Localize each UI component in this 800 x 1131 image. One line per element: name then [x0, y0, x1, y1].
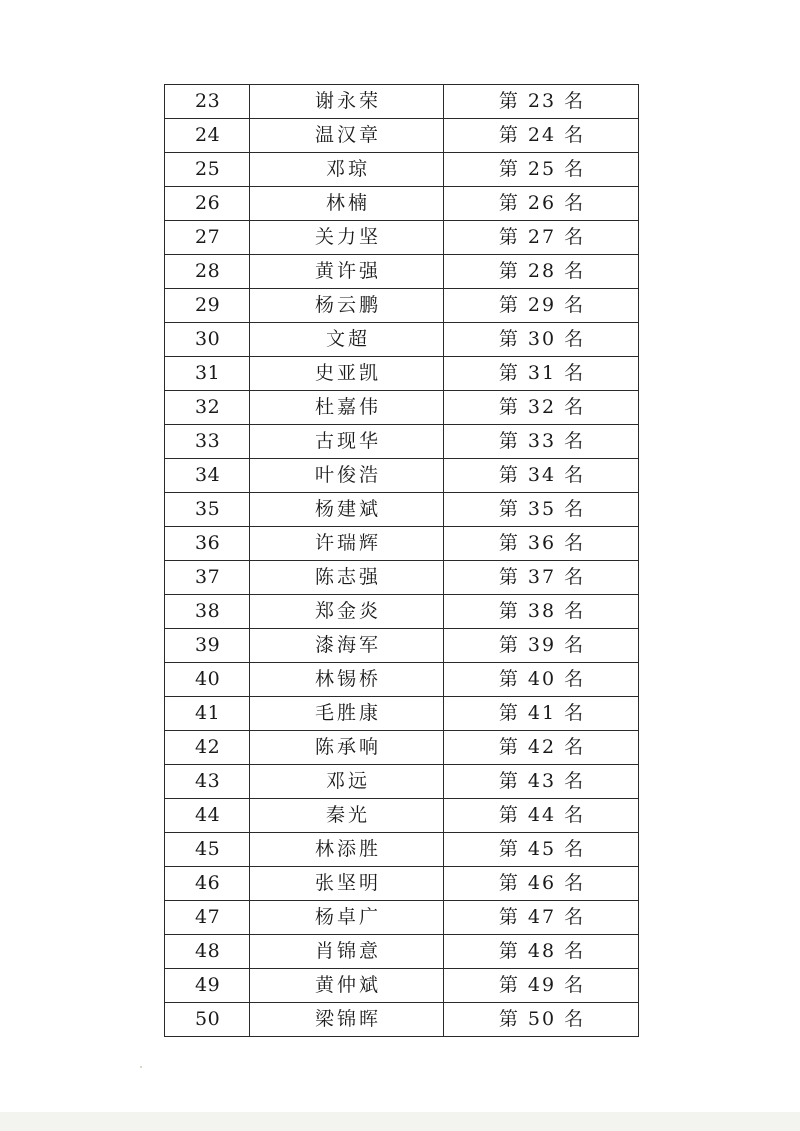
- table-row: [165, 221, 639, 255]
- name-cell: 林锡桥: [250, 663, 444, 697]
- table-row: [165, 901, 639, 935]
- rank-cell: 第 48 名: [444, 935, 639, 969]
- name-cell: 郑金炎: [250, 595, 444, 629]
- name-cell: 谢永荣: [250, 85, 444, 119]
- table-row: [165, 391, 639, 425]
- table-row: [165, 527, 639, 561]
- serial-number-cell: 44: [165, 799, 250, 833]
- rank-cell: 第 26 名: [444, 187, 639, 221]
- table-row: [165, 425, 639, 459]
- serial-number-cell: 41: [165, 697, 250, 731]
- scan-speck: [140, 1066, 142, 1068]
- rank-cell: 第 37 名: [444, 561, 639, 595]
- rank-cell: 第 33 名: [444, 425, 639, 459]
- rank-cell: 第 38 名: [444, 595, 639, 629]
- name-cell: 邓琼: [250, 153, 444, 187]
- serial-number-cell: 48: [165, 935, 250, 969]
- table-row: [165, 187, 639, 221]
- table-row: [165, 595, 639, 629]
- rank-cell: 第 31 名: [444, 357, 639, 391]
- rank-cell: 第 27 名: [444, 221, 639, 255]
- name-cell: 林添胜: [250, 833, 444, 867]
- table-row: [165, 153, 639, 187]
- serial-number-cell: 42: [165, 731, 250, 765]
- name-cell: 古现华: [250, 425, 444, 459]
- serial-number-cell: 35: [165, 493, 250, 527]
- table-row: [165, 1003, 639, 1037]
- serial-number-cell: 31: [165, 357, 250, 391]
- name-cell: 漆海军: [250, 629, 444, 663]
- name-cell: 杜嘉伟: [250, 391, 444, 425]
- table-row: [165, 493, 639, 527]
- rank-cell: 第 25 名: [444, 153, 639, 187]
- table-row: [165, 255, 639, 289]
- table-row: [165, 969, 639, 1003]
- serial-number-cell: 28: [165, 255, 250, 289]
- name-cell: 张坚明: [250, 867, 444, 901]
- table-row: [165, 663, 639, 697]
- serial-number-cell: 26: [165, 187, 250, 221]
- rank-cell: 第 41 名: [444, 697, 639, 731]
- rank-cell: 第 23 名: [444, 85, 639, 119]
- name-cell: 秦光: [250, 799, 444, 833]
- serial-number-cell: 34: [165, 459, 250, 493]
- table-row: [165, 629, 639, 663]
- ranking-table-body: [165, 85, 639, 1037]
- table-row: [165, 323, 639, 357]
- serial-number-cell: 33: [165, 425, 250, 459]
- rank-cell: 第 39 名: [444, 629, 639, 663]
- rank-cell: 第 29 名: [444, 289, 639, 323]
- serial-number-cell: 36: [165, 527, 250, 561]
- rank-cell: 第 35 名: [444, 493, 639, 527]
- table-row: [165, 561, 639, 595]
- name-cell: 杨卓广: [250, 901, 444, 935]
- name-cell: 关力坚: [250, 221, 444, 255]
- name-cell: 杨云鹏: [250, 289, 444, 323]
- name-cell: 史亚凯: [250, 357, 444, 391]
- name-cell: 黄仲斌: [250, 969, 444, 1003]
- table-row: [165, 731, 639, 765]
- rank-cell: 第 32 名: [444, 391, 639, 425]
- rank-cell: 第 36 名: [444, 527, 639, 561]
- serial-number-cell: 49: [165, 969, 250, 1003]
- scan-bottom-edge: [0, 1112, 800, 1131]
- table-row: [165, 85, 639, 119]
- serial-number-cell: 46: [165, 867, 250, 901]
- serial-number-cell: 23: [165, 85, 250, 119]
- name-cell: 温汉章: [250, 119, 444, 153]
- name-cell: 黄许强: [250, 255, 444, 289]
- rank-cell: 第 40 名: [444, 663, 639, 697]
- name-cell: 文超: [250, 323, 444, 357]
- serial-number-cell: 38: [165, 595, 250, 629]
- table-row: [165, 357, 639, 391]
- serial-number-cell: 47: [165, 901, 250, 935]
- name-cell: 梁锦晖: [250, 1003, 444, 1037]
- serial-number-cell: 39: [165, 629, 250, 663]
- rank-cell: 第 45 名: [444, 833, 639, 867]
- table-row: [165, 765, 639, 799]
- table-row: [165, 935, 639, 969]
- rank-cell: 第 28 名: [444, 255, 639, 289]
- serial-number-cell: 24: [165, 119, 250, 153]
- rank-cell: 第 24 名: [444, 119, 639, 153]
- rank-cell: 第 44 名: [444, 799, 639, 833]
- name-cell: 许瑞辉: [250, 527, 444, 561]
- rank-cell: 第 42 名: [444, 731, 639, 765]
- ranking-table: [164, 84, 639, 1037]
- rank-cell: 第 46 名: [444, 867, 639, 901]
- rank-cell: 第 43 名: [444, 765, 639, 799]
- serial-number-cell: 50: [165, 1003, 250, 1037]
- table-row: [165, 833, 639, 867]
- name-cell: 杨建斌: [250, 493, 444, 527]
- serial-number-cell: 37: [165, 561, 250, 595]
- name-cell: 陈志强: [250, 561, 444, 595]
- rank-cell: 第 30 名: [444, 323, 639, 357]
- table-row: [165, 289, 639, 323]
- serial-number-cell: 40: [165, 663, 250, 697]
- name-cell: 林楠: [250, 187, 444, 221]
- rank-cell: 第 34 名: [444, 459, 639, 493]
- rank-cell: 第 50 名: [444, 1003, 639, 1037]
- table-row: [165, 867, 639, 901]
- name-cell: 叶俊浩: [250, 459, 444, 493]
- table-row: [165, 697, 639, 731]
- rank-cell: 第 47 名: [444, 901, 639, 935]
- name-cell: 陈承响: [250, 731, 444, 765]
- table-row: [165, 119, 639, 153]
- table-row: [165, 459, 639, 493]
- serial-number-cell: 30: [165, 323, 250, 357]
- rank-cell: 第 49 名: [444, 969, 639, 1003]
- name-cell: 毛胜康: [250, 697, 444, 731]
- serial-number-cell: 25: [165, 153, 250, 187]
- serial-number-cell: 32: [165, 391, 250, 425]
- serial-number-cell: 29: [165, 289, 250, 323]
- table-row: [165, 799, 639, 833]
- serial-number-cell: 27: [165, 221, 250, 255]
- serial-number-cell: 43: [165, 765, 250, 799]
- name-cell: 肖锦意: [250, 935, 444, 969]
- serial-number-cell: 45: [165, 833, 250, 867]
- name-cell: 邓远: [250, 765, 444, 799]
